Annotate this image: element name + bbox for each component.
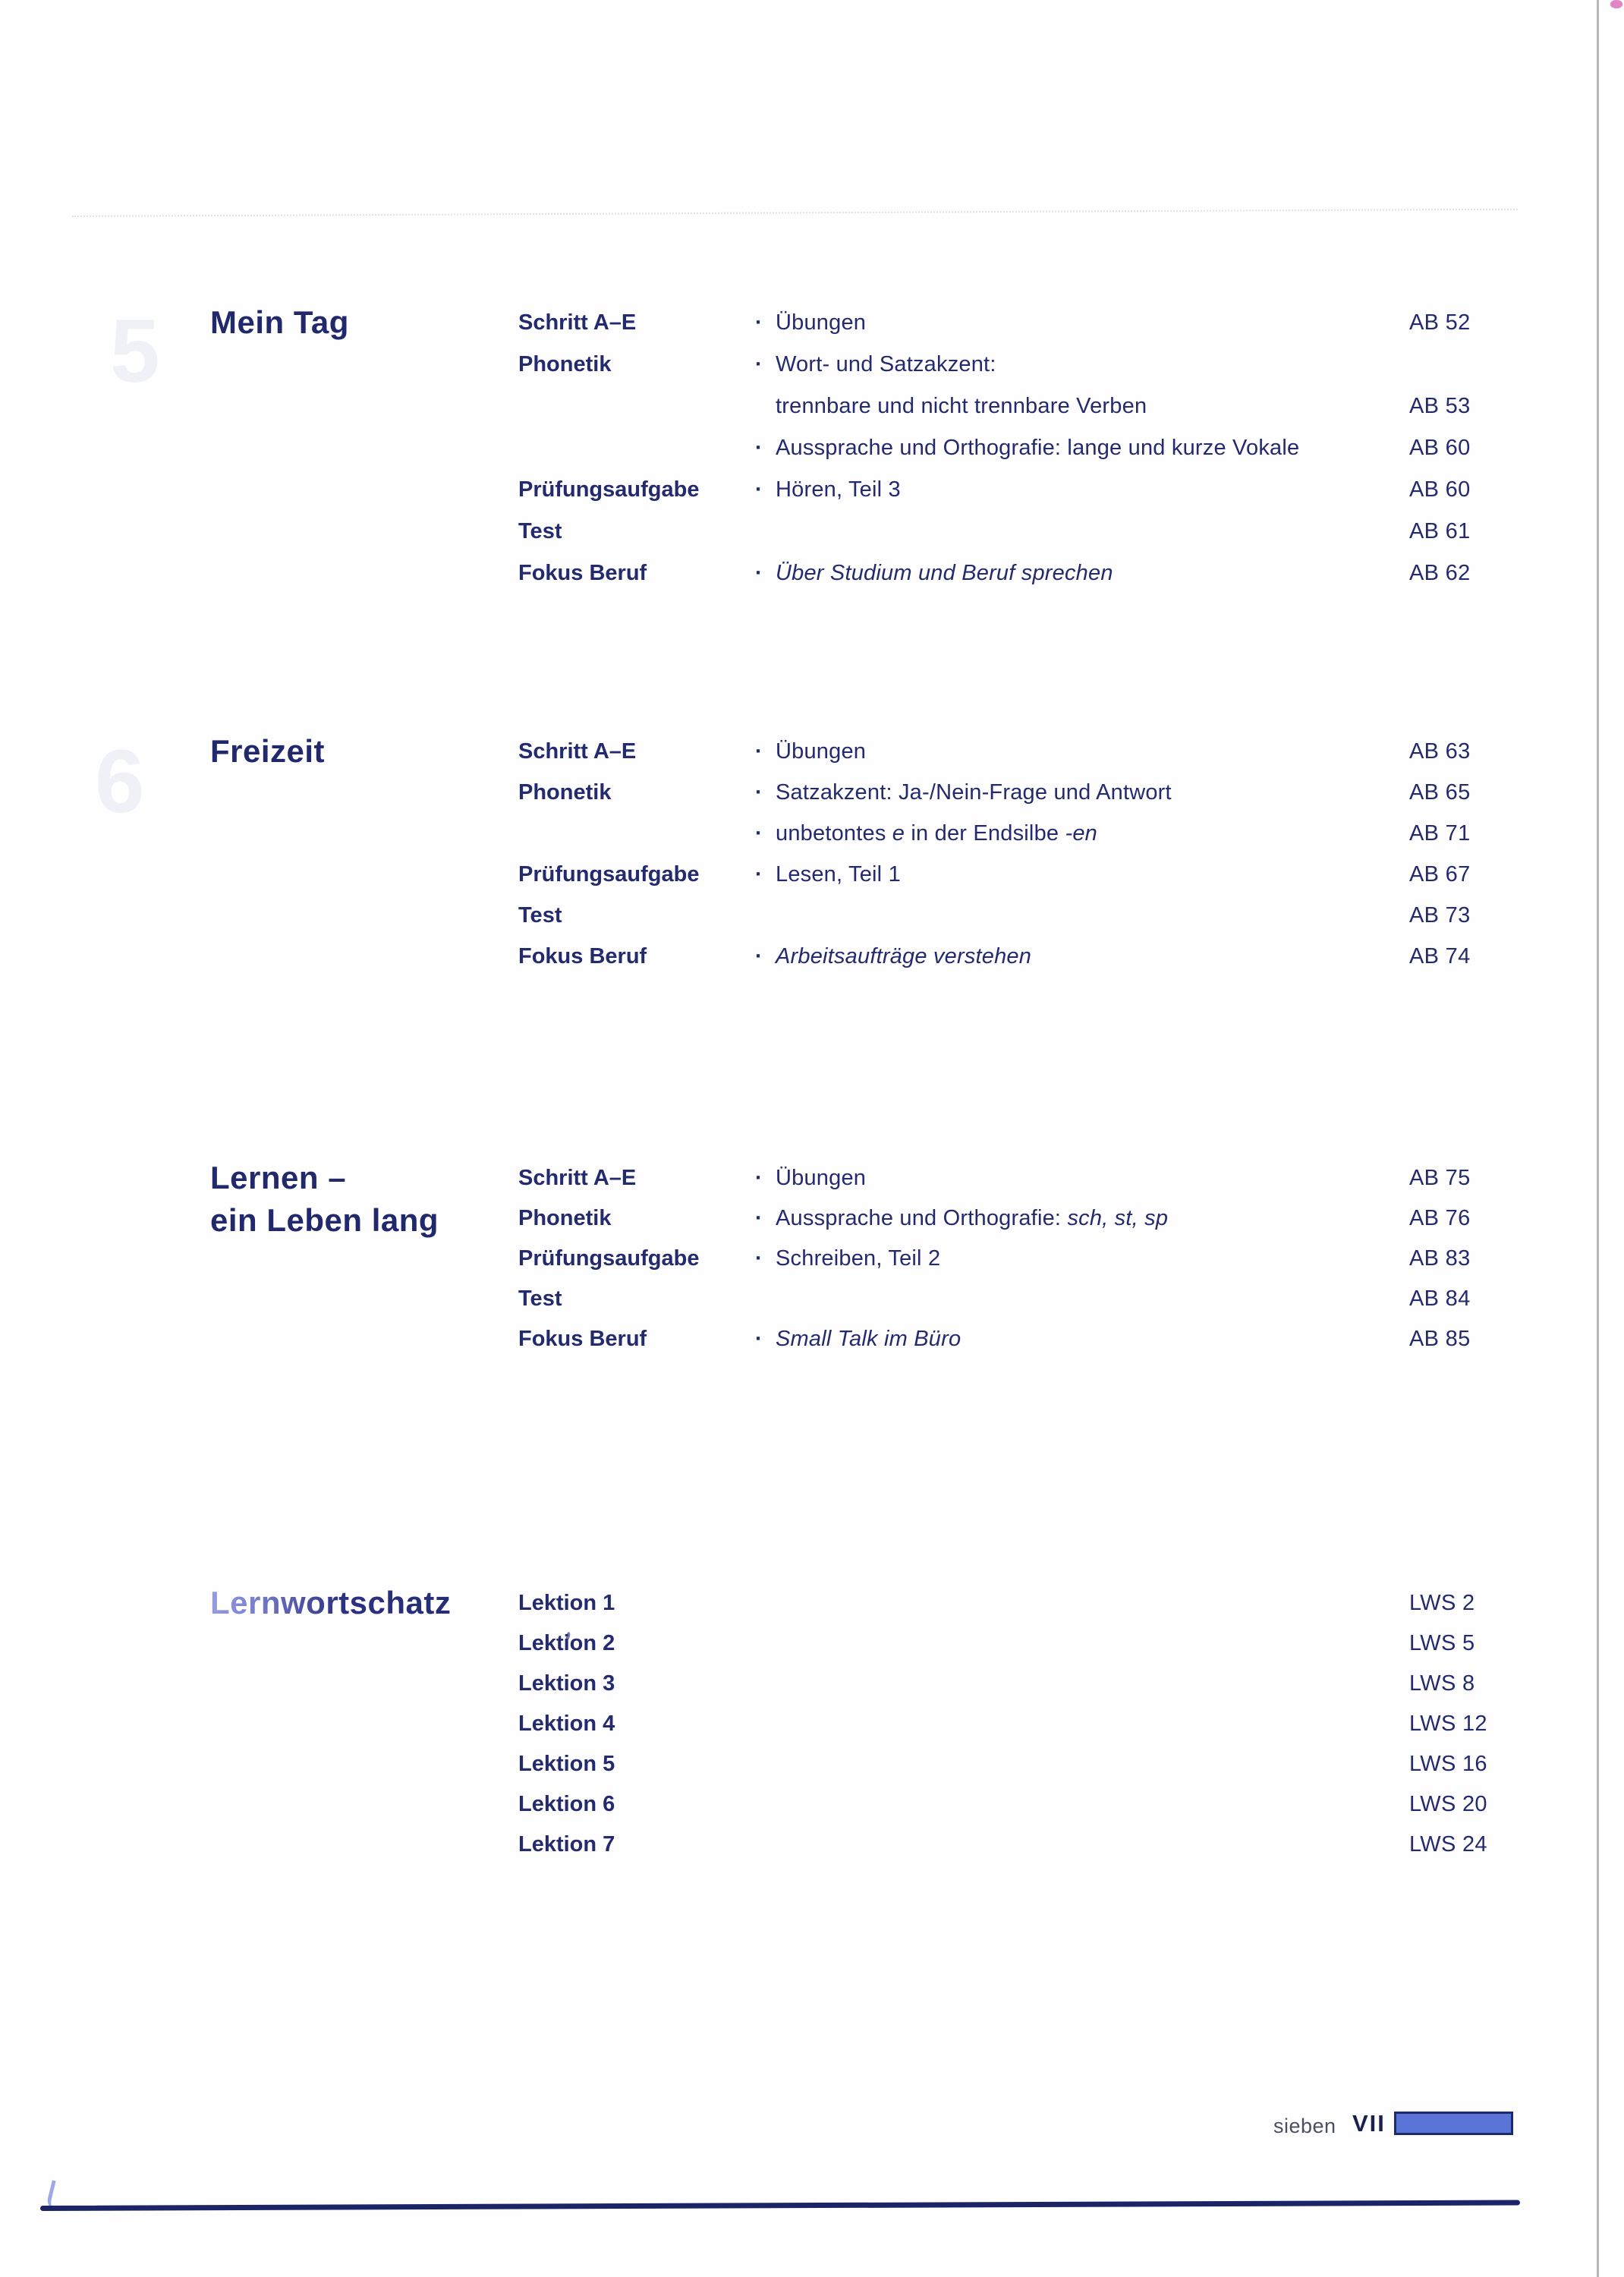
page-reference: LWS 2: [1409, 1591, 1475, 1615]
toc-row: [210, 307, 1515, 341]
section-title-line: Freizeit: [210, 733, 326, 769]
row-label: Test: [518, 1287, 562, 1311]
toc-row: [210, 1668, 1515, 1702]
row-label: Lektion 5: [518, 1752, 615, 1776]
page-reference: LWS 5: [1409, 1631, 1475, 1655]
page-reference: AB 83: [1409, 1246, 1471, 1271]
page-reference: AB 76: [1409, 1206, 1471, 1230]
toc-row: [210, 1628, 1515, 1661]
section-title-line: ein Leben lang: [210, 1202, 439, 1238]
page-reference: AB 53: [1409, 394, 1471, 418]
toc-row: [210, 433, 1515, 466]
bullet-icon: ·: [755, 821, 763, 846]
row-label: Phonetik: [518, 352, 612, 376]
toc-row: [210, 474, 1515, 508]
row-label: Prüfungsaufgabe: [518, 477, 700, 502]
footer-page-word: sieben: [1273, 2115, 1336, 2137]
row-label: Lektion 2: [518, 1631, 615, 1655]
row-text: Satzakzent: Ja-/Nein-Frage und Antwort: [776, 780, 1172, 805]
bullet-icon: ·: [755, 1246, 763, 1271]
row-label: Fokus Beruf: [518, 561, 647, 585]
toc-row: [210, 391, 1515, 424]
row-text: Übungen: [776, 1166, 867, 1190]
bullet-icon: ·: [755, 944, 763, 968]
section-title-line: Mein Tag: [210, 304, 349, 340]
bullet-icon: ·: [755, 352, 763, 376]
page-edge-line: [1597, 0, 1599, 2277]
page-reference: AB 60: [1409, 477, 1471, 502]
toc-row: [210, 1588, 1515, 1621]
toc-row: [210, 859, 1515, 893]
bullet-icon: ·: [755, 862, 763, 887]
page-reference: AB 62: [1409, 561, 1471, 585]
toc-row: [210, 777, 1515, 811]
bottom-rule: [40, 2200, 1520, 2211]
row-label: Fokus Beruf: [518, 944, 647, 968]
bullet-icon: ·: [755, 310, 763, 335]
page-reference: LWS 8: [1409, 1671, 1475, 1696]
page-reference: AB 74: [1409, 944, 1471, 968]
bullet-icon: ·: [755, 1327, 763, 1351]
toc-row: [210, 1163, 1515, 1196]
bullet-icon: ·: [755, 739, 763, 764]
page-reference: LWS 20: [1409, 1792, 1487, 1816]
toc-row: [210, 1789, 1515, 1822]
toc-row: [210, 736, 1515, 770]
bullet-icon: ·: [755, 1166, 763, 1190]
toc-row: [210, 1283, 1515, 1317]
row-text: Aussprache und Orthografie: sch, st, sp: [776, 1206, 1169, 1230]
row-text: trennbare und nicht trennbare Verben: [776, 394, 1147, 418]
row-text: Aussprache und Orthografie: lange und kurze Vokale: [776, 436, 1300, 460]
toc-row: [210, 1243, 1515, 1277]
section-title-line: Lernwortschatz: [210, 1582, 451, 1624]
row-text: Über Studium und Beruf sprechen: [776, 561, 1113, 585]
toc-row: [210, 1829, 1515, 1863]
page-reference: LWS 16: [1409, 1752, 1487, 1776]
row-text: Übungen: [776, 739, 867, 764]
row-label: Schritt A–E: [518, 310, 637, 335]
toc-row: [210, 900, 1515, 934]
page-reference: AB 52: [1409, 310, 1471, 335]
row-label: Phonetik: [518, 780, 612, 805]
fold-line: [72, 209, 1518, 217]
row-text: Small Talk im Büro: [776, 1327, 961, 1351]
toc-row: [210, 1203, 1515, 1236]
toc-row: [210, 558, 1515, 591]
row-label: Lektion 6: [518, 1792, 615, 1816]
scan-speck: [1610, 0, 1622, 8]
footer-tab-bar: [1394, 2112, 1513, 2135]
bullet-icon: ·: [755, 561, 763, 585]
bullet-icon: ·: [755, 477, 763, 502]
bullet-icon: ·: [755, 436, 763, 460]
page-reference: AB 60: [1409, 436, 1471, 460]
row-text: Schreiben, Teil 2: [776, 1246, 941, 1271]
row-label: Test: [518, 519, 562, 543]
row-label: Lektion 7: [518, 1832, 615, 1857]
row-text: unbetontes e in der Endsilbe -en: [776, 821, 1097, 846]
page-reference: AB 85: [1409, 1327, 1471, 1351]
section-title-line: Lernen –: [210, 1160, 347, 1195]
page-reference: AB 67: [1409, 862, 1471, 887]
row-label: Test: [518, 903, 562, 927]
page-reference: AB 84: [1409, 1287, 1471, 1311]
row-text: Lesen, Teil 1: [776, 862, 901, 887]
row-text: Arbeitsaufträge verstehen: [776, 944, 1032, 968]
ghost-chapter-number: 6: [95, 732, 145, 832]
toc-row: [210, 1709, 1515, 1742]
row-label: Phonetik: [518, 1206, 612, 1230]
toc-row: [210, 349, 1515, 383]
row-label: Lektion 4: [518, 1712, 615, 1736]
page-reference: AB 63: [1409, 739, 1471, 764]
page-reference: AB 73: [1409, 903, 1471, 927]
toc-row: [210, 1324, 1515, 1357]
ghost-chapter-number: 5: [110, 301, 160, 402]
row-text: Hören, Teil 3: [776, 477, 901, 502]
row-label: Schritt A–E: [518, 1166, 637, 1190]
row-label: Prüfungsaufgabe: [518, 862, 700, 887]
toc-row: [210, 818, 1515, 852]
page-reference: LWS 24: [1409, 1832, 1487, 1857]
page-reference: AB 61: [1409, 519, 1471, 543]
footer-page-roman: VII: [1352, 2110, 1386, 2137]
page-reference: AB 71: [1409, 821, 1471, 846]
page-reference: LWS 12: [1409, 1712, 1487, 1736]
row-label: Schritt A–E: [518, 739, 637, 764]
row-label: Lektion 3: [518, 1671, 615, 1696]
page-reference: AB 75: [1409, 1166, 1471, 1190]
bullet-icon: ·: [755, 1206, 763, 1230]
row-text: Wort- und Satzakzent:: [776, 352, 996, 376]
page-reference: AB 65: [1409, 780, 1471, 805]
bullet-icon: ·: [755, 780, 763, 805]
toc-row: [210, 516, 1515, 550]
row-label: Fokus Beruf: [518, 1327, 647, 1351]
row-label: Lektion 1: [518, 1591, 615, 1615]
toc-row: [210, 1749, 1515, 1782]
row-label: Prüfungsaufgabe: [518, 1246, 700, 1271]
row-text: Übungen: [776, 310, 867, 335]
toc-row: [210, 941, 1515, 975]
